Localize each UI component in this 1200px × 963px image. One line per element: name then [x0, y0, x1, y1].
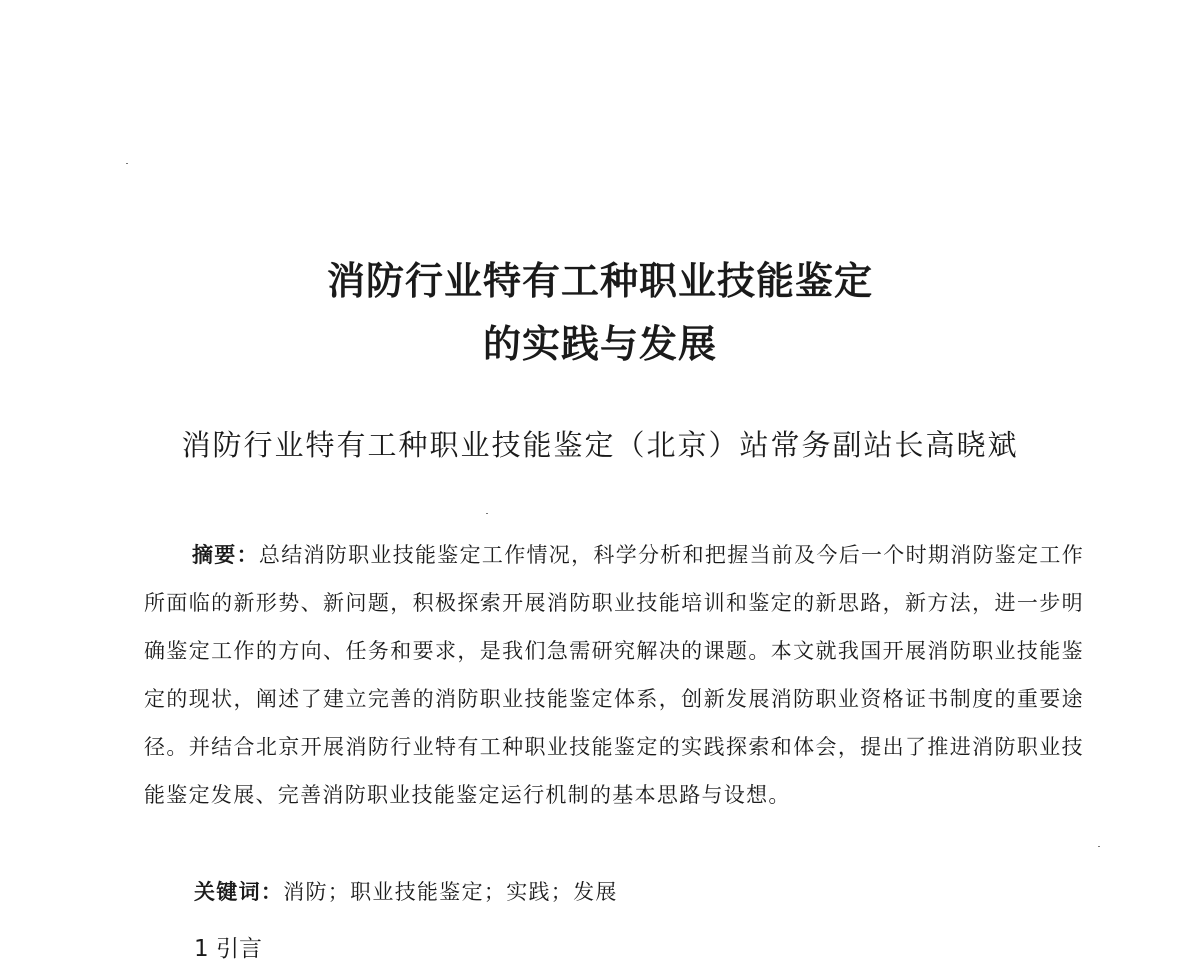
abstract-label: 摘要： — [192, 543, 259, 567]
title-line-1: 消防行业特有工种职业技能鉴定 — [326, 259, 873, 303]
section-heading: 1 引言 — [194, 936, 262, 962]
abstract-paragraph — [144, 531, 1084, 819]
scan-speck — [126, 163, 128, 164]
title-line-2: 的实践与发展 — [482, 322, 717, 366]
author-line: 消防行业特有工种职业技能鉴定（北京）站常务副站长高晓斌 — [181, 428, 1019, 462]
abstract-text: 总结消防职业技能鉴定工作情况，科学分析和把握当前及今后一个时期消防鉴定工作所面临的新形势、新问题，积极探索开展消防职业技能培训和鉴定的新思路，新方法，进一步明确鉴定工作的方向、任务和要求，是我们急需研究解决的课题。本文就我国开展消防职业技能鉴定的现状，阐述了建立完善的消防职业技能鉴定体系，创新发展消防职业资格证书制度的重要途径。并结合北京开展消防行业特有工种职业技能鉴定的实践探索和体会，提出了推进消防职业技能鉴定发展、完善消防职业技能鉴定运行机制的基本思路与设想。 — [144, 543, 1085, 807]
keywords-label: 关键词： — [194, 880, 284, 904]
keywords-text: 消防；职业技能鉴定；实践；发展 — [283, 880, 618, 904]
keywords-line — [194, 876, 618, 906]
scan-speck — [486, 513, 488, 514]
scan-speck — [1098, 846, 1100, 847]
